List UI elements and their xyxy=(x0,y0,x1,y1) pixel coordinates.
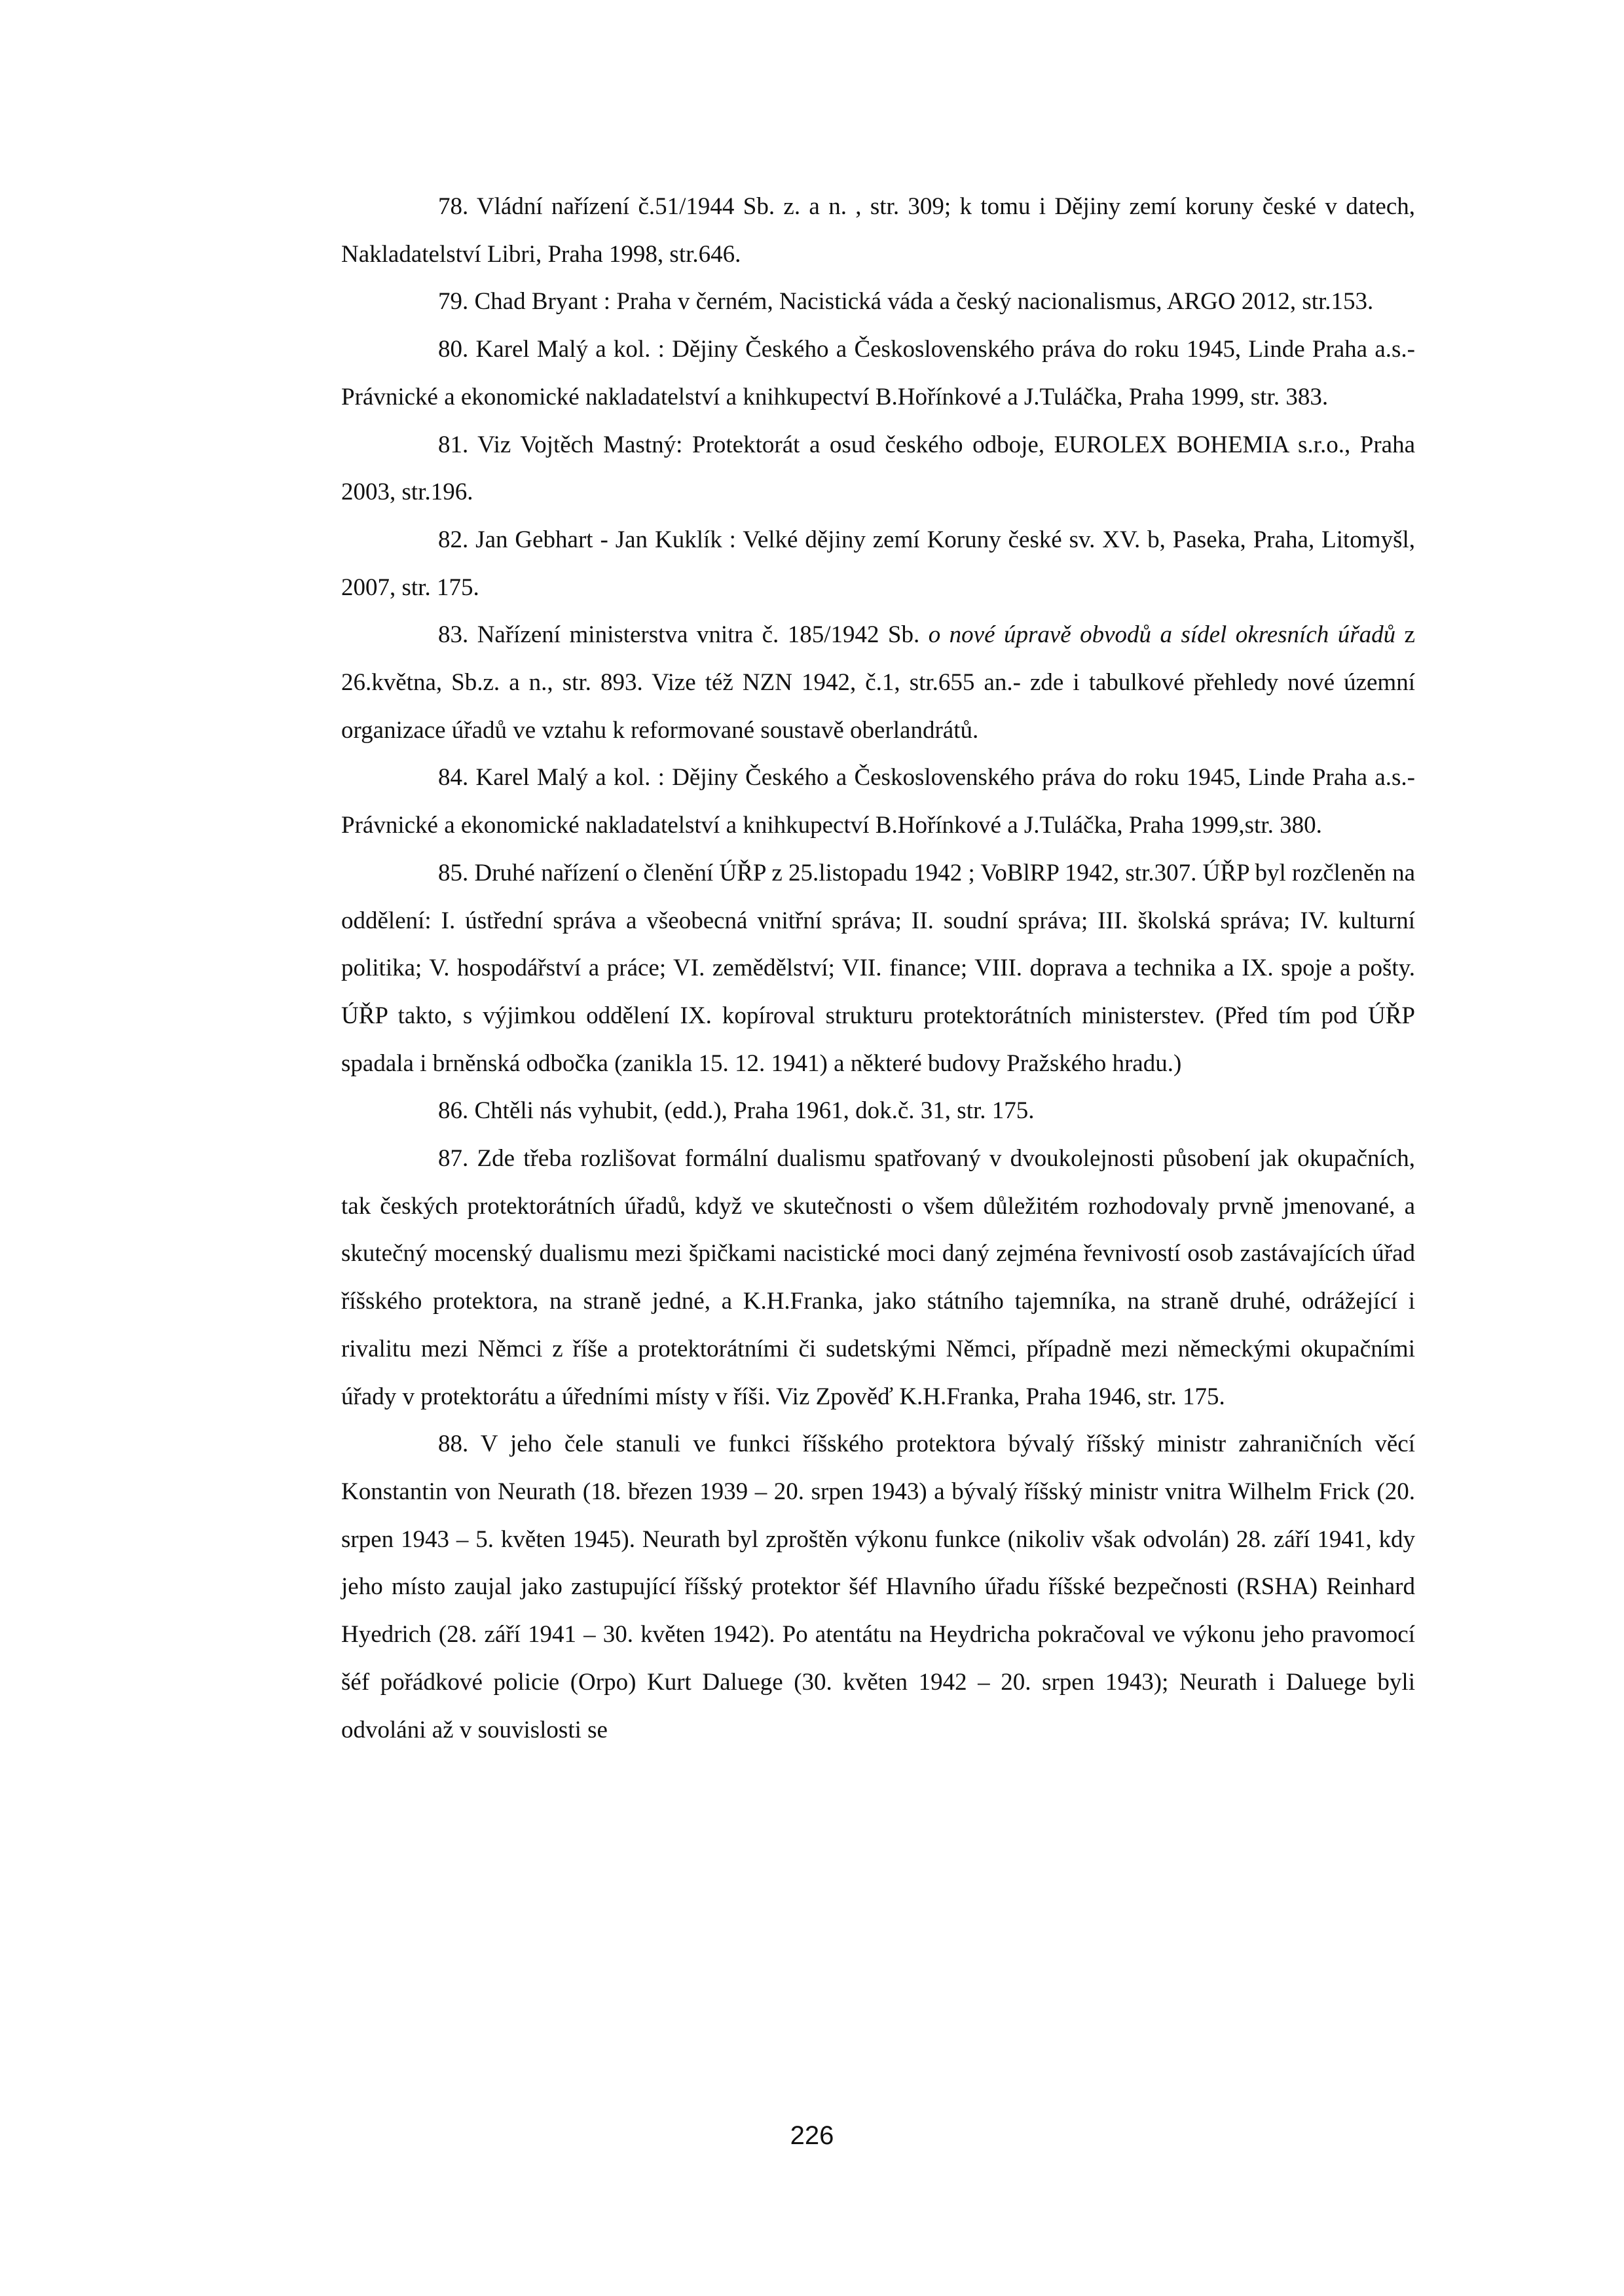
footnote-83-italic-title: o nové úpravě obvodů a sídel okresních úřadů xyxy=(928,621,1396,649)
footnote-83 xyxy=(341,611,1415,754)
footnote-79: 79. Chad Bryant : Praha v černém, Nacistická váda a český nacionalismus, ARGO 2012, str.153. xyxy=(438,288,1374,316)
footnote-78: 78. Vládní nařízení č.51/1944 Sb. z. a n. , str. 309; k tomu i Dějiny zemí koruny české v datech, Nakladatelství Libri, Praha 1998, str.646. xyxy=(341,193,1415,268)
footnote-81: 81. Viz Vojtěch Mastný: Protektorát a osud českého odboje, EUROLEX BOHEMIA s.r.o., Praha 2003, str.196. xyxy=(341,431,1415,506)
footnote-83-text-start: 83. Nařízení ministerstva vnitra č. 185/1942 Sb. xyxy=(438,621,929,649)
footnote-86: 86. Chtěli nás vyhubit, (edd.), Praha 1961, dok.č. 31, str. 175. xyxy=(438,1097,1035,1125)
footnote-88: 88. V jeho čele stanuli ve funkci říšského protektora bývalý říšský ministr zahraničních věcí Konstantin von Neurath (18. březen 1939 – 20. srpen 1943) a bývalý říšský ministr vnitra Wilhelm Frick (20. srpen 1943 – 5. květen 1945). Neurath byl zproštěn výkonu funkce (nikoliv však odvolán) 28. září 1941, kdy jeho místo zaujal jako zastupující říšský protektor šéf Hlavního úřadu říšské bezpečnosti (RSHA) Reinhard Hyedrich (28. září 1941 – 30. květen 1942). Po atentátu na Heydricha pokračoval ve výkonu jeho pravomocí šéf pořádkové policie (Orpo) Kurt Daluege (30. květen 1942 – 20. srpen 1943); Neurath i Daluege byli odvoláni až v souvislosti se xyxy=(341,1430,1415,1743)
page-number: 226 xyxy=(790,2121,834,2150)
footnote-84: 84. Karel Malý a kol. : Dějiny Českého a Československého práva do roku 1945, Linde Praha a.s.- Právnické a ekonomické nakladatelství a knihkupectví B.Hořínkové a J.Tuláčka, Praha 1999,str. 380. xyxy=(341,764,1415,839)
footnote-85: 85. Druhé nařízení o členění ÚŘP z 25.listopadu 1942 ; VoBlRP 1942, str.307. ÚŘP byl rozčleněn na oddělení: I. ústřední správa a všeobecná vnitřní správa; II. soudní správa; III. školská správa; IV. kulturní politika; V. hospodářství a práce; VI. zemědělství; VII. finance; VIII. doprava a technika a IX. spoje a pošty. ÚŘP takto, s výjimkou oddělení IX. kopíroval strukturu protektorátních ministerstev. (Před tím pod ÚŘP spadala i brněnská odbočka (zanikla 15. 12. 1941) a některé budovy Pražského hradu.) xyxy=(341,859,1415,1077)
footnotes-body xyxy=(341,183,1415,1754)
footnote-87: 87. Zde třeba rozlišovat formální dualismu spatřovaný v dvoukolejnosti působení jak okupačních, tak českých protektorátních úřadů, když ve skutečnosti o všem důležitém rozhodovaly prvně jmenované, a skutečný mocenský dualismu mezi špičkami nacistické moci daný zejména řevnivostí osob zastávajících úřad říšského protektora, na straně jedné, a K.H.Franka, jako státního tajemníka, na straně druhé, odrážející i rivalitu mezi Němci z říše a protektorátními či sudetskými Němci, případně mezi německými okupačními úřady v protektorátu a úředními místy v říši. Viz Zpověď K.H.Franka, Praha 1946, str. 175. xyxy=(341,1145,1415,1410)
footnote-80: 80. Karel Malý a kol. : Dějiny Českého a Československého práva do roku 1945, Linde Praha a.s.- Právnické a ekonomické nakladatelství a knihkupectví B.Hořínkové a J.Tuláčka, Praha 1999, str. 383. xyxy=(341,336,1415,410)
footnote-82: 82. Jan Gebhart - Jan Kuklík : Velké dějiny zemí Koruny české sv. XV. b, Paseka, Praha, Litomyšl, 2007, str. 175. xyxy=(341,526,1415,601)
footnote-83-text-end: z 26.května, Sb.z. a n., str. 893. Vize též NZN 1942, č.1, str.655 an.- zde i tabulkové přehledy nové územní organizace úřadů ve vztahu k reformované soustavě oberlandrátů. xyxy=(341,621,1415,744)
